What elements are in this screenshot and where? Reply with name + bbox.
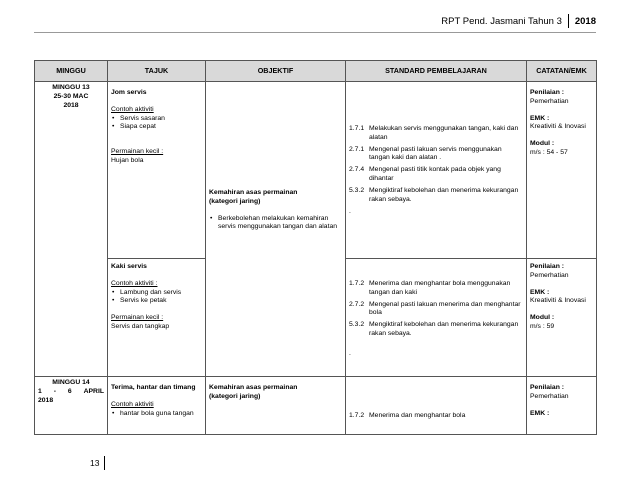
week14-dates [38, 388, 104, 397]
list-item: • Lambung dan servis [111, 289, 202, 298]
week13-dates: 25-30 MAC [53, 92, 89, 100]
penilaian-label: Penilaian : [530, 384, 564, 391]
week13-minggu-cell [35, 82, 108, 377]
standard-code: 2.7.2 [349, 300, 365, 308]
list-item: • Berkebolehan melakukan kemahiran servis menggunakan tangan dan alatan [209, 215, 342, 233]
week14-minggu-cell [35, 377, 108, 435]
activity-list [111, 289, 202, 307]
week13-label: MINGGU 13 [52, 84, 90, 91]
standard-code: 2.7.1 [349, 145, 365, 153]
penilaian-label: Penilaian : [530, 89, 564, 96]
col-catatan: CATATAN/EMK [527, 61, 597, 82]
tajuk-title: Kaki servis [111, 263, 147, 270]
standard-code: 1.7.1 [349, 125, 365, 132]
col-objektif: OBJEKTIF [206, 61, 346, 82]
activity-list [111, 115, 202, 133]
standard-item [349, 301, 523, 319]
activity-list [111, 410, 202, 419]
document-title: RPT Pend. Jasmani Tahun 3 [441, 15, 562, 27]
week13-catatan2-cell [527, 259, 597, 377]
objektif-list [209, 215, 342, 233]
standard-item [349, 166, 523, 184]
standard-code: 2.7.4 [349, 166, 365, 174]
standard-text: Mengenal pasti titik kontak pada objek yang dihantar [369, 166, 501, 183]
standard-item [349, 412, 523, 421]
list-item: • Servis ke petak [111, 297, 202, 306]
page-header [441, 14, 596, 28]
col-tajuk: TAJUK [108, 61, 206, 82]
permainan-label: Permainan kecil : [111, 148, 164, 156]
week13-objektif-cell [206, 82, 346, 377]
contoh-aktiviti-label: Contoh aktiviti [111, 105, 154, 113]
objektif-subtitle: (kategori jaring) [209, 197, 261, 205]
emk-value: Kreativiti & Inovasi [530, 297, 586, 305]
week14-year: 2018 [38, 396, 54, 404]
week14-objektif-cell [206, 377, 346, 435]
standard-item [349, 280, 523, 298]
header-divider [568, 14, 569, 28]
week13-tajuk2-cell [108, 259, 206, 377]
standard-code: 5.3.2 [349, 321, 365, 329]
col-minggu: MINGGU [35, 61, 108, 82]
table-row [35, 377, 597, 435]
emk-label: EMK : [530, 288, 550, 296]
list-item: • Siapa cepat [111, 123, 202, 132]
week13-standard2-cell [346, 259, 527, 377]
tajuk-title: Jom servis [111, 89, 147, 96]
trailing-mark: . [349, 349, 351, 357]
modul-label: Modul : [530, 314, 555, 322]
trailing-mark: . [349, 207, 351, 215]
week14-label: MINGGU 14 [52, 379, 90, 386]
rpt-table [34, 60, 597, 435]
emk-label: EMK : [530, 409, 550, 417]
objektif-title: Kemahiran asas permainan [209, 384, 298, 391]
week14-date-dash: - [53, 387, 56, 395]
penilaian-value: Pemerhatian [530, 271, 569, 279]
week13-catatan1-cell [527, 82, 597, 259]
week13-tajuk1-cell [108, 82, 206, 259]
footer-divider [104, 456, 105, 470]
standard-text: Menerima dan menghantar bola [369, 412, 466, 419]
standard-code: 5.3.2 [349, 186, 365, 194]
week13-standard1-cell [346, 82, 527, 259]
week14-catatan-cell [527, 377, 597, 435]
col-standard: STANDARD PEMBELAJARAN [346, 61, 527, 82]
standard-text: Mengenal pasti lakuan menerima dan menghantar bola [369, 300, 521, 317]
modul-value: m/s : 54 - 57 [530, 149, 568, 157]
emk-value: Kreativiti & Inovasi [530, 123, 586, 131]
week14-month: APRIL [83, 387, 104, 395]
standard-text: Mengenal pasti lakuan servis menggunakan tangan kaki dan alatan . [369, 145, 502, 162]
week13-year: 2018 [63, 101, 79, 109]
week14-date-end: 6 [67, 387, 72, 395]
week14-standard-cell [346, 377, 527, 435]
standard-code: 1.7.2 [349, 412, 365, 419]
objektif-subtitle: (kategori jaring) [209, 392, 261, 400]
penilaian-value: Pemerhatian [530, 97, 569, 105]
table-row [35, 82, 597, 259]
list-item: • hantar bola guna tangan [111, 410, 202, 419]
objektif-title: Kemahiran asas permainan [209, 189, 298, 196]
document-year: 2018 [574, 15, 596, 27]
permainan-label: Permainan kecil : [111, 314, 164, 322]
page-footer [90, 456, 105, 470]
penilaian-label: Penilaian : [530, 263, 564, 270]
tajuk-title: Terima, hantar dan timang [111, 384, 196, 391]
standard-item [349, 321, 523, 339]
table-header-row [35, 61, 597, 82]
standard-item [349, 125, 523, 143]
emk-label: EMK : [530, 114, 550, 122]
modul-label: Modul : [530, 140, 555, 148]
contoh-aktiviti-label: Contoh aktiviti : [111, 279, 158, 287]
standard-text: Menerima dan menghantar bola menggunakan tangan dan kaki [369, 280, 511, 296]
standard-text: Melakukan servis menggunakan tangan, kaki dan alatan [369, 125, 519, 141]
penilaian-value: Pemerhatian [530, 392, 569, 400]
list-item: • Servis sasaran [111, 115, 202, 124]
page-number: 13 [90, 458, 100, 468]
modul-value: m/s : 59 [530, 323, 555, 331]
standard-text: Mengiktiraf kebolehan dan menerima kekurangan rakan sebaya. [369, 186, 519, 203]
standard-text: Mengiktiraf kebolehan dan menerima kekurangan rakan sebaya. [369, 321, 519, 338]
standard-item [349, 187, 523, 205]
week14-tajuk-cell [108, 377, 206, 435]
standard-code: 1.7.2 [349, 280, 365, 287]
week14-date-start: 1 [38, 387, 42, 395]
permainan-value: Servis dan tangkap [111, 323, 170, 331]
permainan-value: Hujan bola [111, 157, 144, 165]
header-rule [34, 32, 596, 33]
standard-item [349, 146, 523, 164]
contoh-aktiviti-label: Contoh aktiviti [111, 400, 154, 408]
